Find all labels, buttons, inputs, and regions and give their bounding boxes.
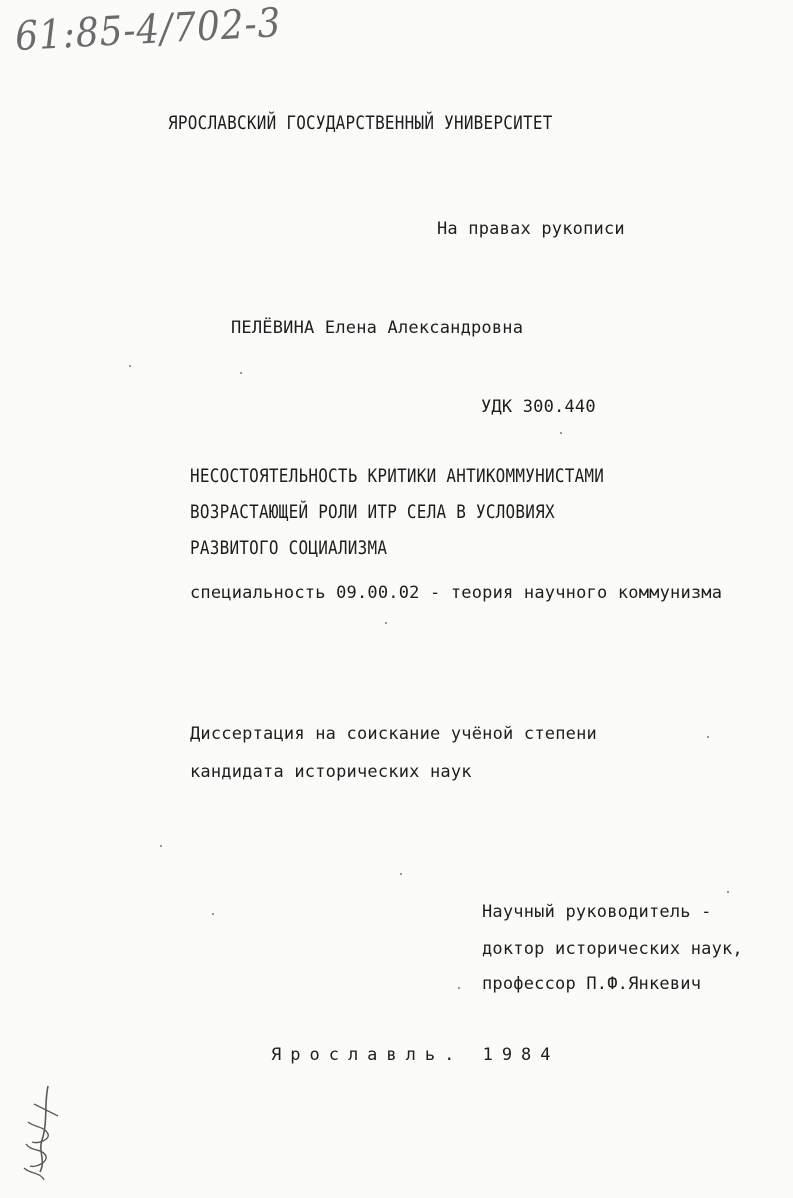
thesis-title-line: ВОЗРАСТАЮЩЕЙ РОЛИ ИТР СЕЛА В УСЛОВИЯХ bbox=[190, 501, 555, 523]
paper-speck bbox=[727, 891, 729, 893]
thesis-title-line: НЕСОСТОЯТЕЛЬНОСТЬ КРИТИКИ АНТИКОММУНИСТАМИ bbox=[190, 465, 605, 487]
author-name: ПЕЛЁВИНА Елена Александровна bbox=[231, 318, 524, 338]
paper-speck bbox=[212, 913, 214, 915]
advisor-line: профессор П.Ф.Янкевич bbox=[482, 974, 702, 994]
specialty: специальность 09.00.02 - теория научного коммунизма bbox=[190, 583, 723, 603]
university-name: ЯРОСЛАВСКИЙ ГОСУДАРСТВЕННЫЙ УНИВЕРСИТЕТ bbox=[168, 112, 553, 134]
paper-speck bbox=[160, 845, 162, 847]
dissertation-line: Диссертация на соискание учёной степени bbox=[190, 724, 597, 744]
paper-speck bbox=[129, 365, 131, 367]
advisor-line: доктор исторических наук, bbox=[482, 939, 743, 959]
udc-code: УДК 300.440 bbox=[481, 397, 596, 417]
paper-speck bbox=[240, 372, 242, 374]
advisor-line: Научный руководитель - bbox=[482, 902, 712, 922]
paper-speck bbox=[707, 736, 709, 738]
paper-speck bbox=[385, 622, 387, 624]
city-year: Ярославль. 1984 bbox=[271, 1045, 560, 1065]
archive-code: 61:85-4/702-3 bbox=[14, 0, 283, 60]
paper-speck bbox=[400, 873, 402, 875]
handwritten-signature bbox=[18, 1082, 62, 1186]
paper-speck bbox=[560, 432, 562, 434]
dissertation-line: кандидата исторических наук bbox=[190, 762, 472, 782]
paper-speck bbox=[458, 987, 460, 989]
manuscript-rights: На правах рукописи bbox=[437, 219, 625, 239]
thesis-title-line: РАЗВИТОГО СОЦИАЛИЗМА bbox=[190, 537, 388, 559]
